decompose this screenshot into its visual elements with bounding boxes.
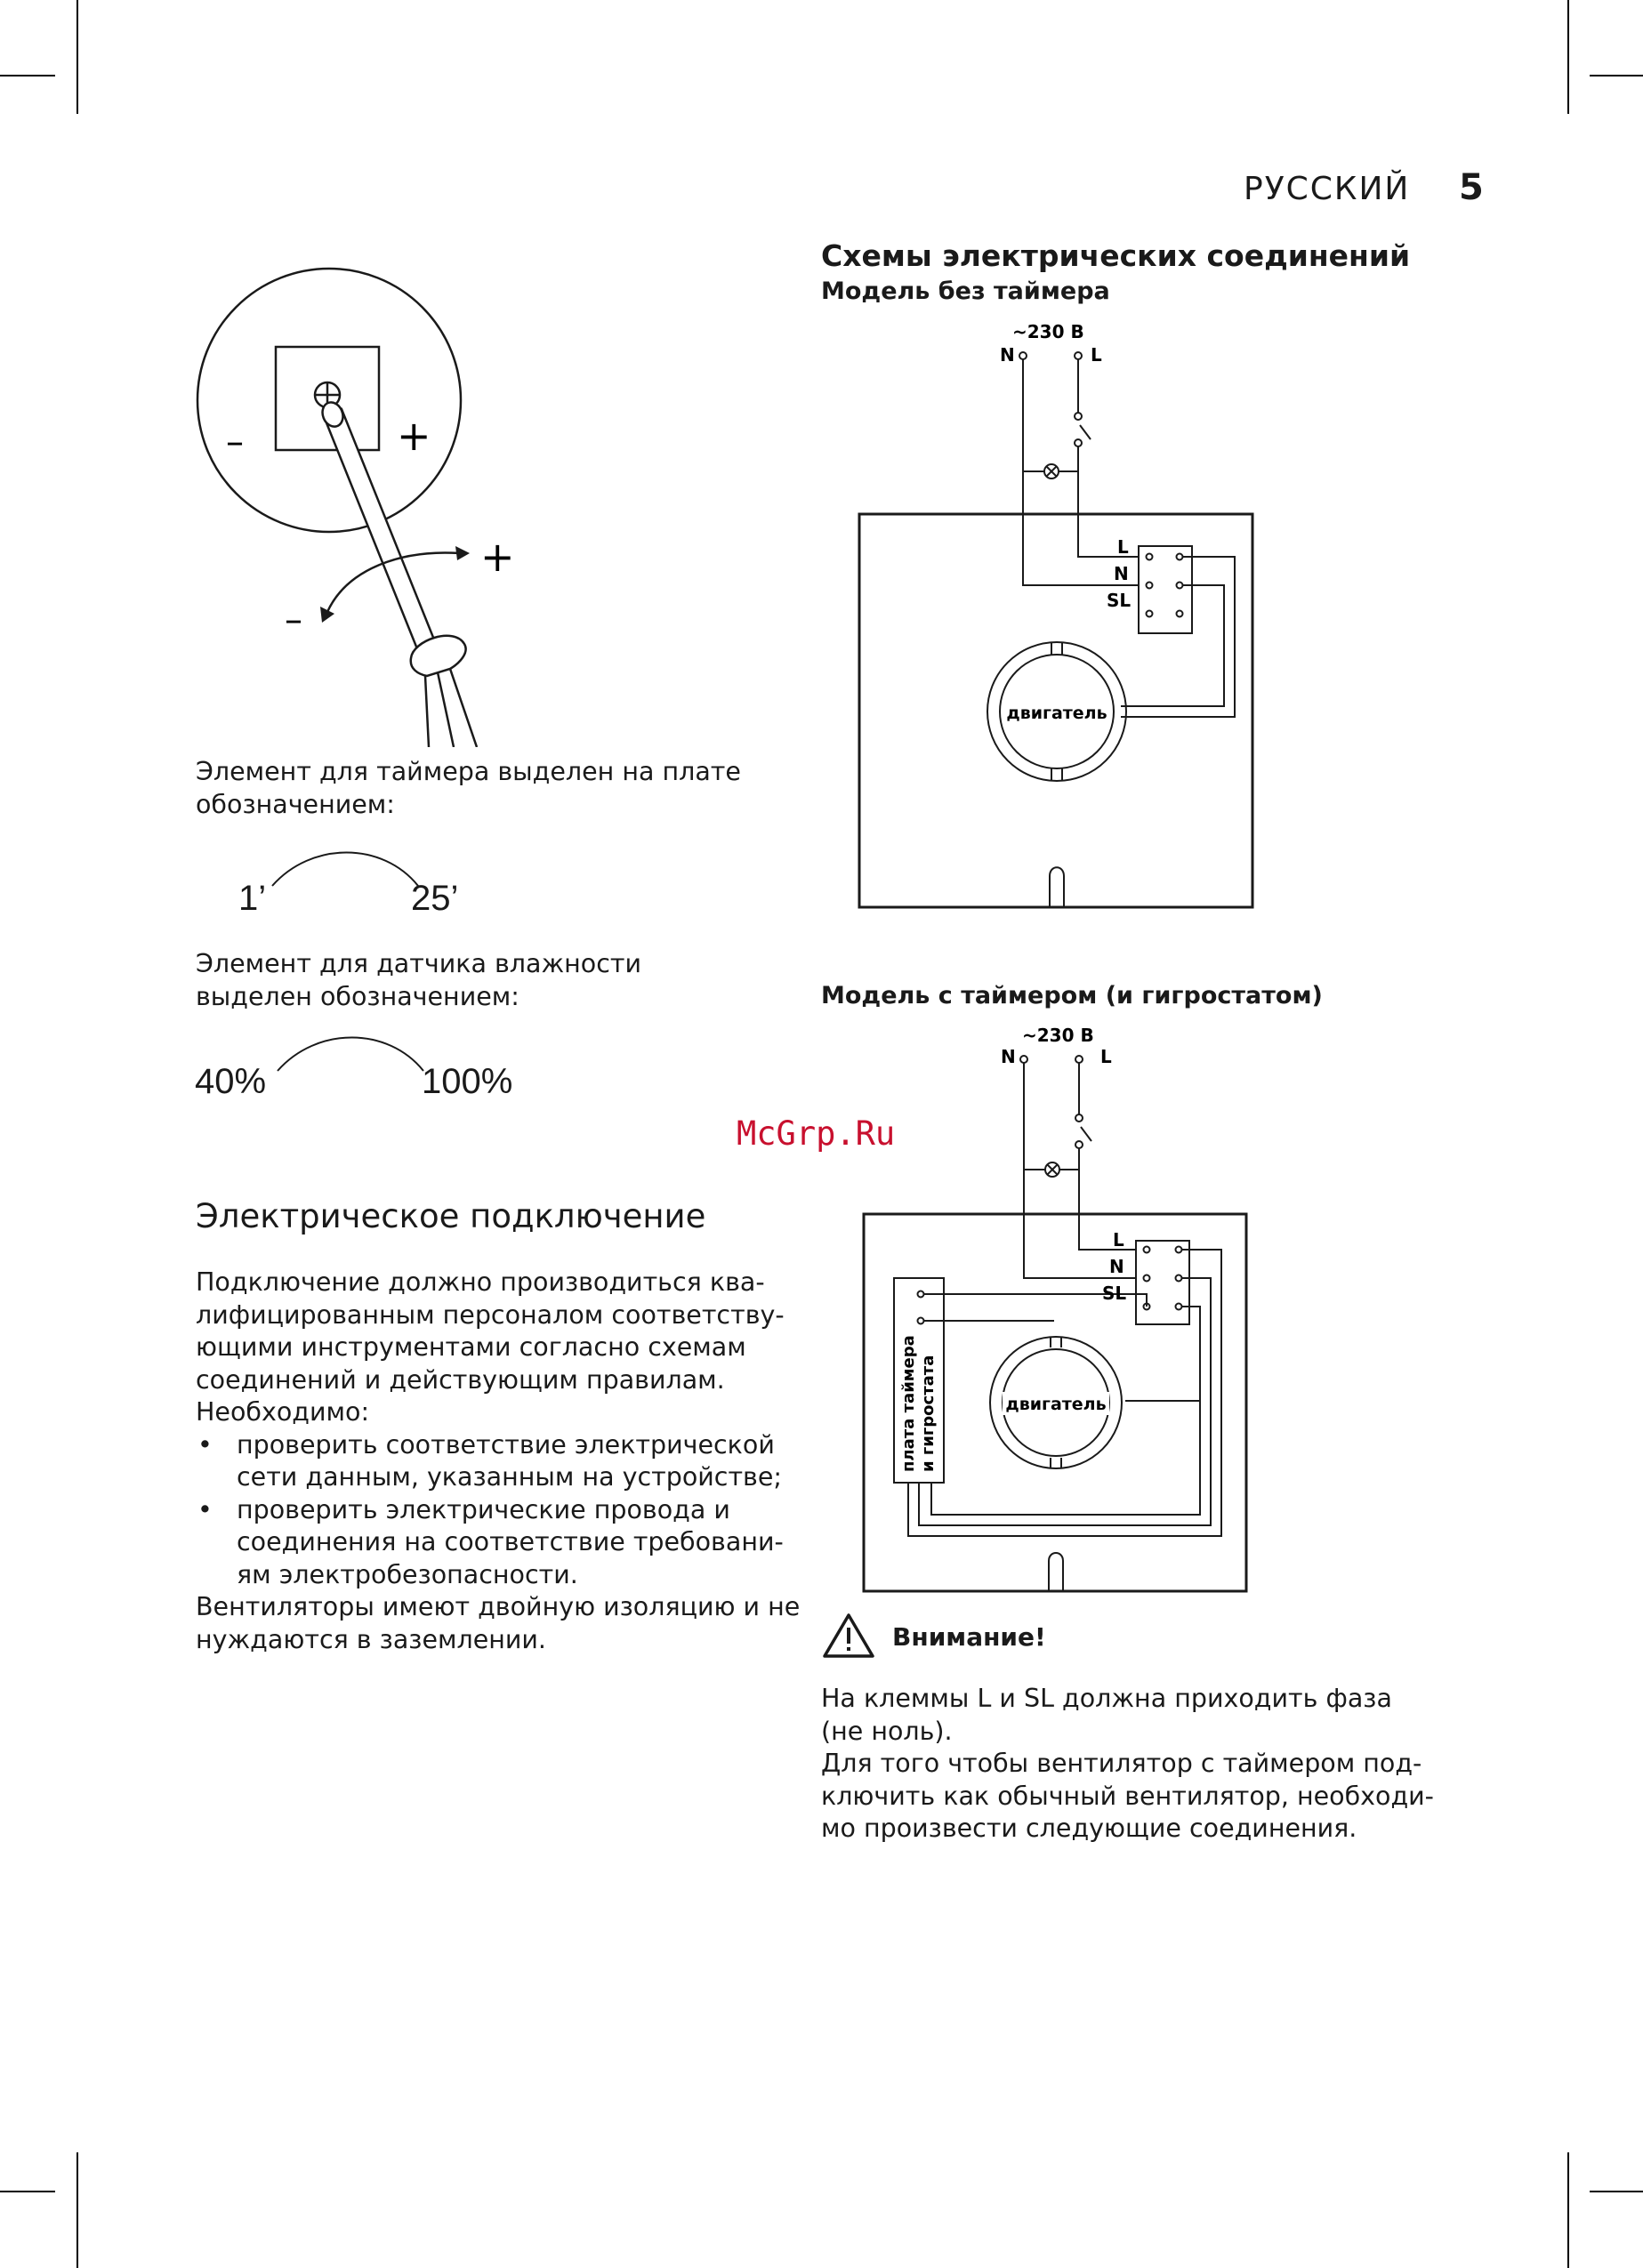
intro-line: лифицированным персоналом соответству- bbox=[196, 1299, 785, 1330]
intro-line: соединений и действующим правилам. bbox=[196, 1364, 725, 1395]
terminal-sl-label: SL bbox=[1107, 590, 1132, 611]
minus-sign-inner: – bbox=[226, 422, 244, 462]
timer-board-label-line2: и гигростата bbox=[919, 1355, 938, 1472]
terminal-n-label: N bbox=[1109, 1256, 1124, 1277]
warning-line: Для того чтобы вентилятор с таймером под- bbox=[821, 1749, 1422, 1778]
crop-mark-top-left-h bbox=[0, 75, 55, 76]
crop-mark-bottom-right-h bbox=[1590, 2191, 1643, 2192]
diagram1-l-label: L bbox=[1091, 344, 1102, 366]
requirements-list bbox=[196, 1429, 801, 1592]
humidity-arc bbox=[272, 1032, 432, 1076]
list-item bbox=[196, 1494, 801, 1592]
intro-line: Подключение должно производиться ква- bbox=[196, 1267, 765, 1297]
language-label: РУССКИЙ bbox=[1244, 171, 1411, 207]
diagram2-l-label: L bbox=[1100, 1046, 1112, 1067]
wiring-diagram-no-timer bbox=[854, 320, 1263, 916]
screwdriver-adjustment-figure bbox=[187, 267, 525, 747]
terminal-l-label: L bbox=[1113, 1229, 1124, 1251]
intro-line: ющими инструментами согласно схемам bbox=[196, 1332, 746, 1362]
timer-arc bbox=[267, 847, 427, 891]
warning-text-block bbox=[821, 1683, 1462, 1846]
crop-mark-top-right-h bbox=[1590, 75, 1643, 76]
warning-line: На клеммы L и SL должна приходить фаза bbox=[821, 1684, 1392, 1713]
warning-line: ключить как обычный вентилятор, необходи- bbox=[821, 1781, 1434, 1811]
list-item-line: соединения на соответствие требовани- bbox=[237, 1527, 784, 1556]
connection-text-block bbox=[196, 1267, 801, 1656]
diagram1-subtitle: Модель без таймера bbox=[821, 277, 1110, 305]
list-item-line: сети данным, указанным на устройстве; bbox=[237, 1462, 782, 1492]
list-item-line: • проверить соответствие электрической bbox=[237, 1429, 775, 1460]
page-number: 5 bbox=[1459, 167, 1484, 208]
diagram2-subtitle: Модель с таймером (и гигростатом) bbox=[821, 982, 1323, 1009]
closing-line: Вентиляторы имеют двойную изоляцию и не bbox=[196, 1592, 801, 1621]
crop-mark-bottom-right-v bbox=[1567, 2152, 1569, 2268]
crop-mark-top-right-v bbox=[1567, 0, 1569, 114]
crop-mark-bottom-left-h bbox=[0, 2191, 55, 2192]
warning-line: мо произвести следующие соединения. bbox=[821, 1814, 1357, 1843]
intro-line: Необходимо: bbox=[196, 1397, 370, 1427]
terminal-sl-label: SL bbox=[1102, 1283, 1127, 1304]
diagram1-n-label: N bbox=[1000, 344, 1015, 366]
diagram2-motor-label: двигатель bbox=[1005, 1395, 1107, 1414]
section-title: Электрическое подключение bbox=[196, 1197, 706, 1235]
warning-icon bbox=[821, 1612, 876, 1660]
terminal-l-label: L bbox=[1117, 536, 1129, 558]
warning-title: Внимание! bbox=[892, 1622, 1046, 1652]
list-item-line: ям электробезопасности. bbox=[237, 1559, 578, 1589]
diagram2-voltage: ~230 В bbox=[1022, 1027, 1094, 1046]
crop-mark-top-left-v bbox=[77, 0, 78, 114]
diagram1-voltage: ~230 В bbox=[1012, 321, 1084, 342]
humidity-caption: Элемент для датчика влажности выделен обозначением: bbox=[196, 949, 641, 1011]
plus-sign-inner: + bbox=[397, 412, 431, 460]
humidity-max-label: 100% bbox=[422, 1062, 513, 1101]
diagrams-title: Схемы электрических соединений bbox=[821, 238, 1411, 273]
timer-board-label-line1: плата таймера bbox=[899, 1335, 918, 1472]
crop-mark-bottom-left-v bbox=[77, 2152, 78, 2268]
diagram2-n-label: N bbox=[1001, 1046, 1016, 1067]
watermark: McGrp.Ru bbox=[737, 1114, 896, 1153]
list-item-line: • проверить электрические провода и bbox=[237, 1494, 730, 1524]
timer-max-label: 25’ bbox=[411, 879, 459, 918]
timer-min-label: 1’ bbox=[238, 879, 267, 918]
diagram1-motor-label: двигатель bbox=[1006, 704, 1107, 723]
terminal-n-label: N bbox=[1114, 563, 1129, 584]
list-item bbox=[196, 1429, 801, 1494]
timer-caption: Элемент для таймера выделен на плате обозначением: bbox=[196, 757, 741, 819]
wiring-diagram-with-timer bbox=[858, 1027, 1250, 1596]
plus-sign-outer: + bbox=[480, 533, 515, 581]
minus-sign-outer: – bbox=[285, 599, 302, 640]
warning-line: (не ноль). bbox=[821, 1716, 953, 1746]
humidity-min-label: 40% bbox=[195, 1062, 267, 1101]
closing-line: нуждаются в заземлении. bbox=[196, 1624, 546, 1654]
